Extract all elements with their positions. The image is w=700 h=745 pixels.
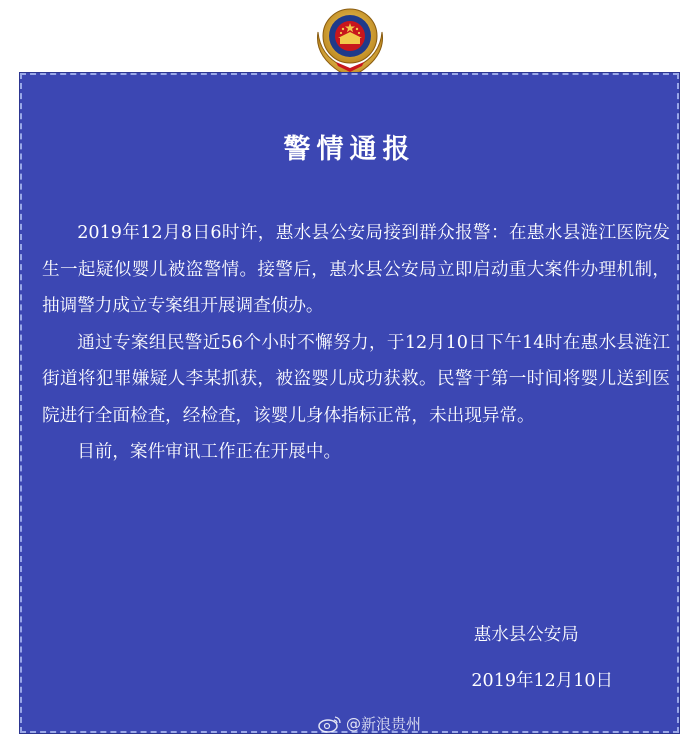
- police-emblem-icon: [300, 0, 400, 80]
- notice-panel: [20, 73, 679, 733]
- notice-body: [42, 215, 670, 471]
- watermark: [318, 713, 421, 734]
- paragraph-3: 目前，案件审讯工作正在开展中。: [77, 442, 342, 462]
- issue-date: 2019年12月10日: [471, 671, 613, 691]
- weibo-icon: [318, 715, 342, 733]
- issuer-name: 惠水县公安局: [473, 625, 579, 645]
- signature-block: [471, 615, 613, 701]
- paragraph-2: 通过专案组民警近56个小时不懈努力，于12月10日下午14时在惠水县涟江街道将犯罪嫌疑人李某抓获，被盗婴儿成功获救。民警于第一时间将婴儿送到医院进行全面检查，经检查，该婴儿身体指标正常，未出现异常。: [42, 332, 670, 426]
- paragraph-1: 2019年12月8日6时许，惠水县公安局接到群众报警：在惠水县涟江医院发生一起疑似婴儿被盗警情。接警后，惠水县公安局立即启动重大案件办理机制，抽调警力成立专案组开展调查侦办。: [42, 223, 670, 316]
- watermark-text: @新浪贵州: [346, 715, 422, 733]
- notice-title: 警情通报: [283, 134, 416, 165]
